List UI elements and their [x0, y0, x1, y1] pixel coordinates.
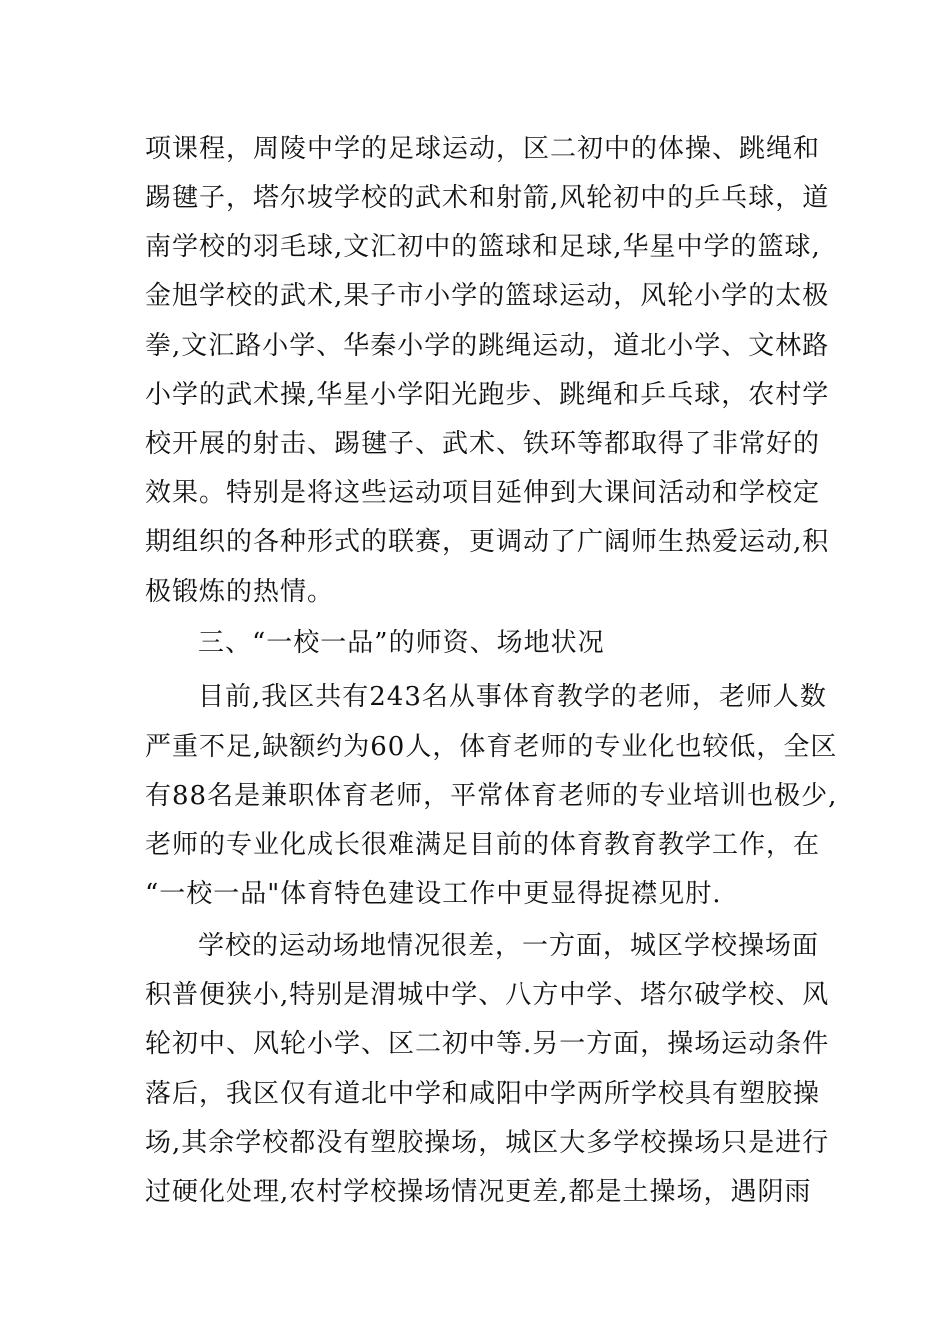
paragraph-1-line: 踢毽子，塔尔坡学校的武术和射箭,风轮初中的乒乓球，道 — [145, 183, 830, 213]
paragraph-2-line: “一校一品"体育特色建设工作中更显得捉襟见肘. — [145, 879, 722, 909]
section-heading: 三、“一校一品”的师资、场地状况 — [198, 628, 605, 658]
paragraph-2-line: 目前,我区共有243名从事体育教学的老师，老师人数 — [198, 682, 827, 712]
paragraph-2-line: 严重不足,缺额约为60人，体育老师的专业化也较低，全区 — [145, 732, 838, 762]
paragraph-3-line: 轮初中、风轮小学、区二初中等.另一方面，操场运动条件 — [145, 1029, 830, 1059]
paragraph-3-line: 场,其余学校都没有塑胶操场，城区大多学校操场只是进行 — [145, 1128, 830, 1158]
paragraph-3-line: 积普便狭小,特别是渭城中学、八方中学、塔尔破学校、风 — [145, 980, 830, 1010]
paragraph-3-line: 学校的运动场地情况很差，一方面，城区学校操场面 — [198, 931, 820, 961]
paragraph-3-line: 落后，我区仅有道北中学和咸阳中学两所学校具有塑胶操 — [145, 1079, 821, 1109]
paragraph-1-line: 极锻炼的热情。 — [145, 577, 335, 607]
paragraph-1-line: 拳,文汇路小学、华秦小学的跳绳运动，道北小学、文林路 — [145, 331, 830, 361]
paragraph-1-line: 项课程，周陵中学的足球运动，区二初中的体操、跳绳和 — [145, 134, 821, 164]
paragraph-2-line: 有88名是兼职体育老师，平常体育老师的专业培训也极少, — [145, 781, 838, 811]
paragraph-1-line: 期组织的各种形式的联赛，更调动了广阔师生热爱运动,积 — [145, 527, 830, 557]
paragraph-2-line: 老师的专业化成长很难满足目前的体育教育教学工作，在 — [145, 830, 821, 860]
paragraph-1-line: 校开展的射击、踢毽子、武术、铁环等都取得了非常好的 — [145, 429, 821, 459]
paragraph-3-line: 过硬化处理,农村学校操场情况更差,都是土操场，遇阴雨 — [145, 1177, 812, 1207]
paragraph-1-line: 小学的武术操,华星小学阳光跑步、跳绳和乒乓球，农村学 — [145, 380, 830, 410]
paragraph-1-line: 效果。特别是将这些运动项目延伸到大课间活动和学校定 — [145, 478, 821, 508]
paragraph-1-line: 南学校的羽毛球,文汇初中的篮球和足球,华星中学的篮球, — [145, 232, 821, 262]
paragraph-1-line: 金旭学校的武术,果子市小学的篮球运动，风轮小学的太极 — [145, 281, 830, 311]
